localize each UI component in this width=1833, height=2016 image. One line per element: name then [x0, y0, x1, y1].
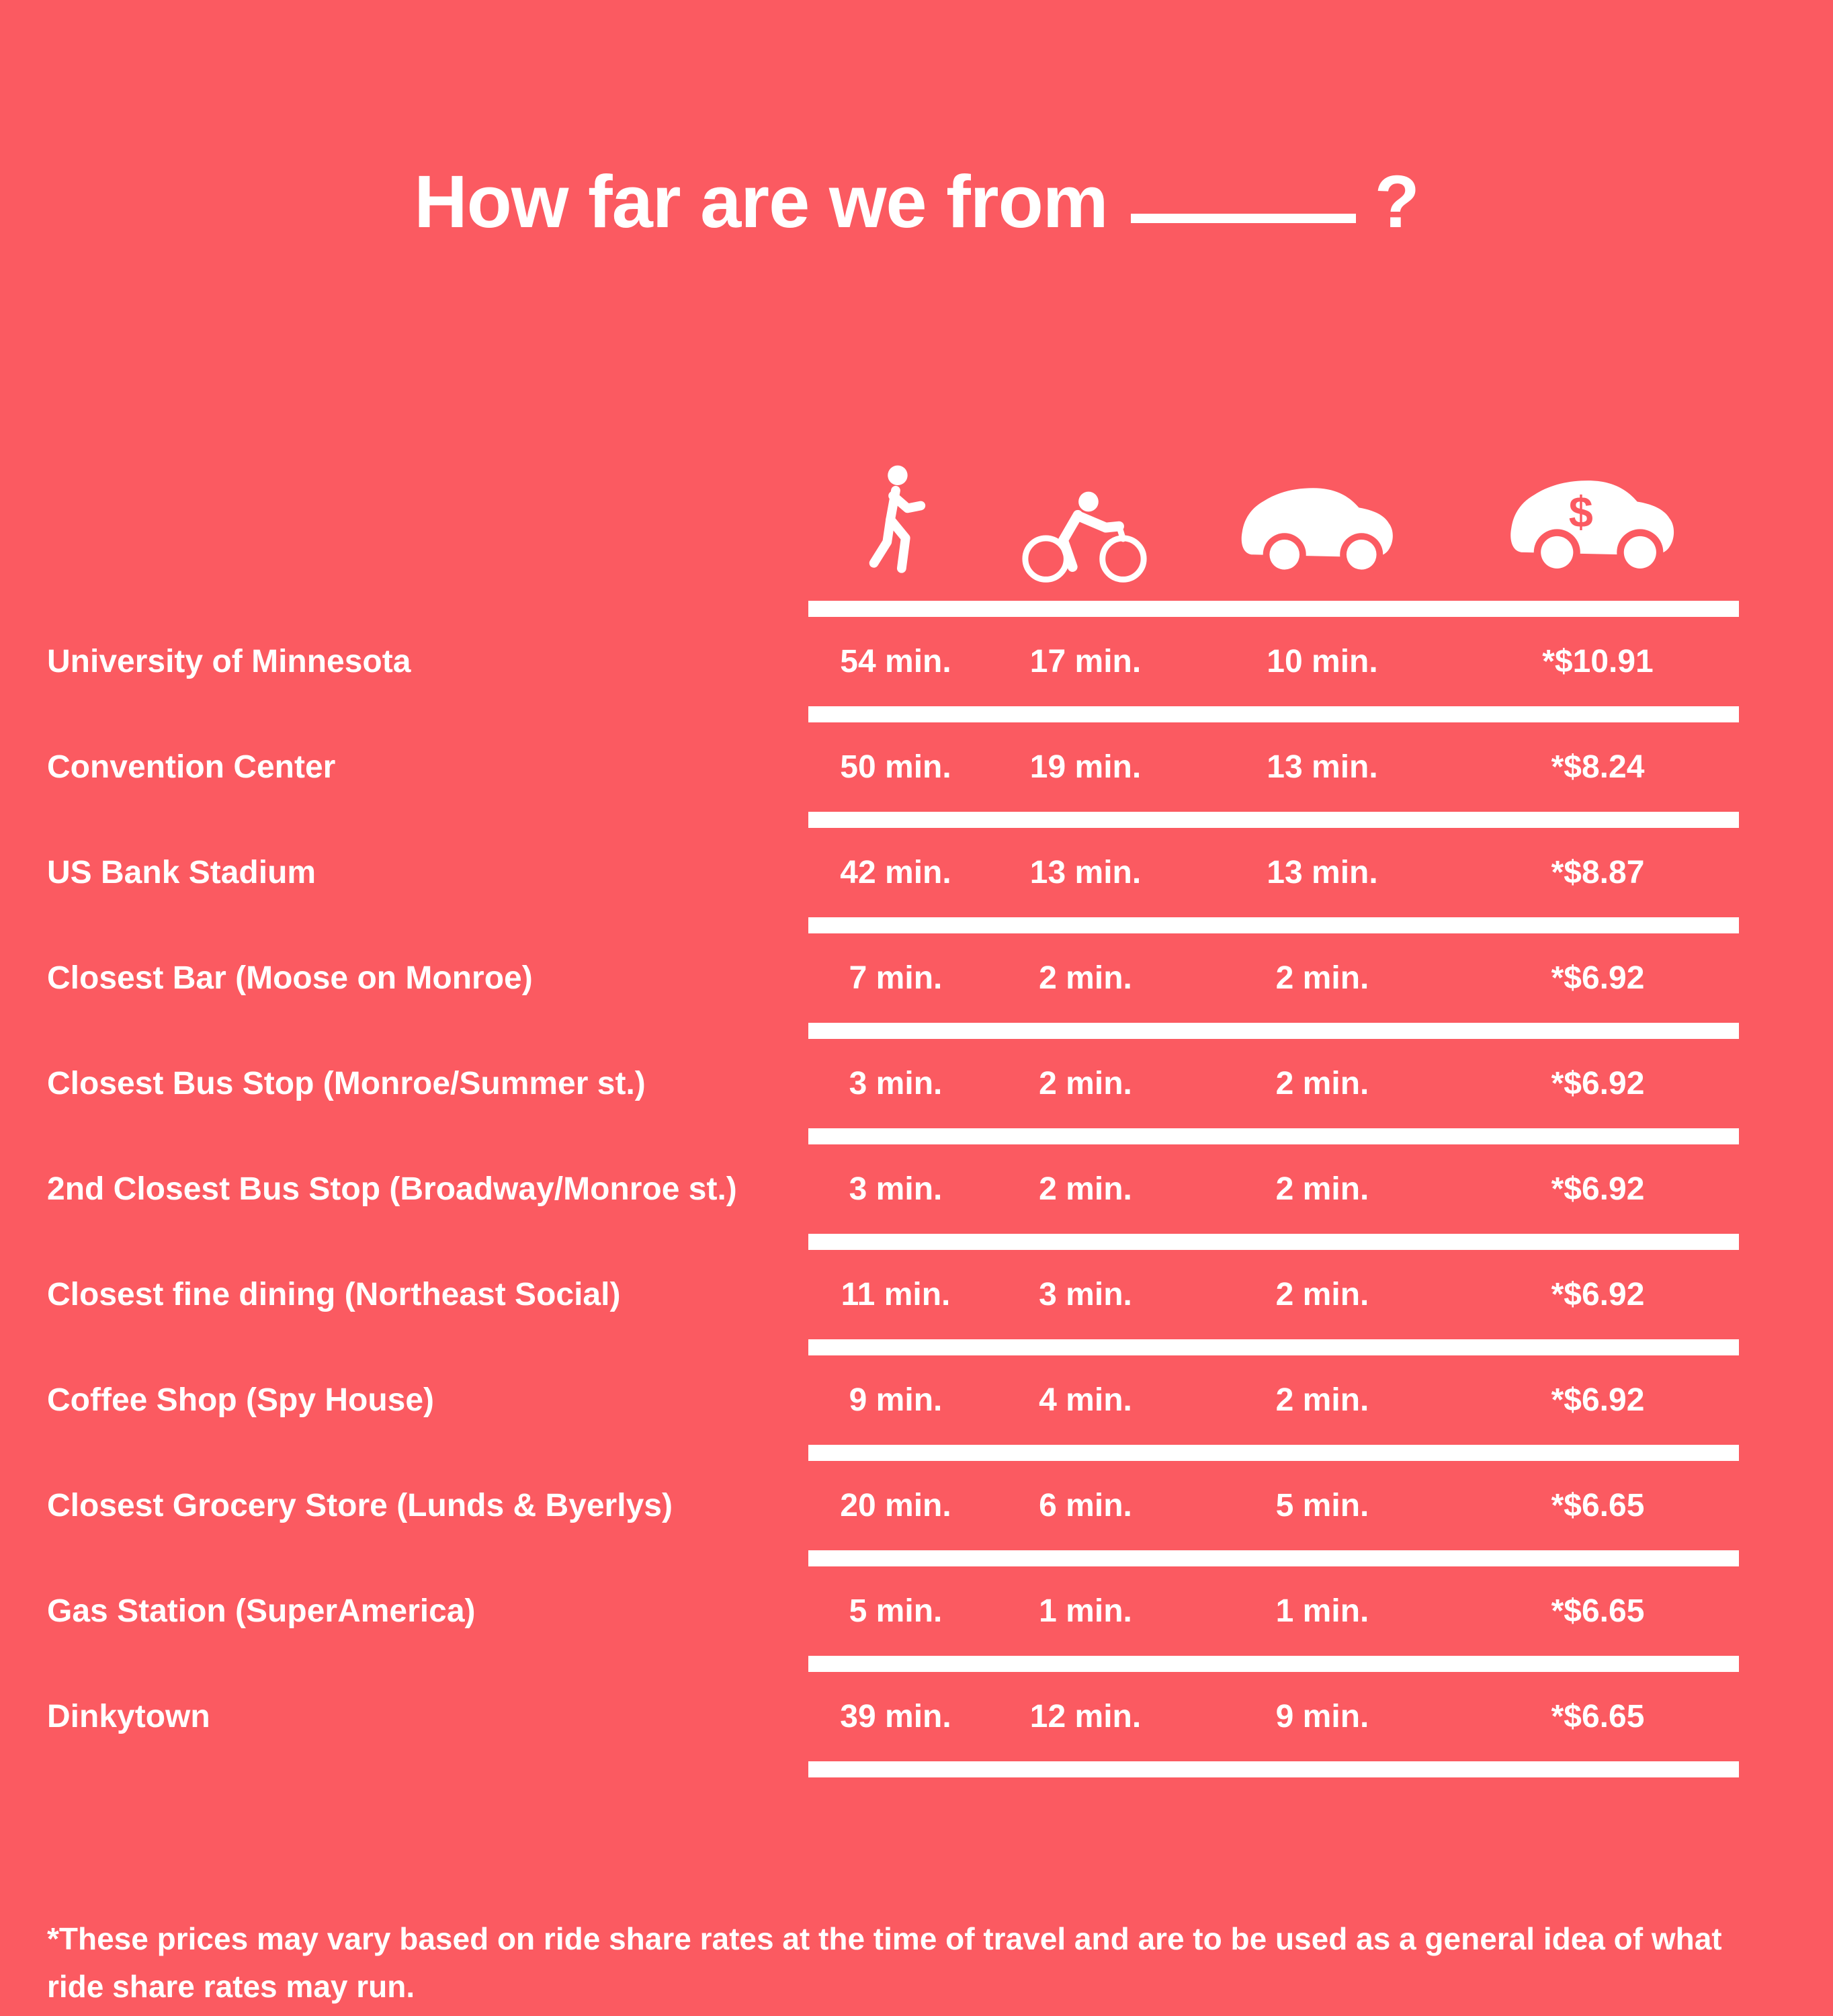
- row-divider: [808, 1656, 1739, 1672]
- walk-time-cell: 50 min.: [840, 749, 951, 785]
- drive-time-cell: 2 min.: [1275, 1382, 1369, 1418]
- destination-label: US Bank Stadium: [47, 855, 316, 890]
- bike-time-cell: 1 min.: [1039, 1593, 1132, 1629]
- destination-label: University of Minnesota: [47, 644, 411, 679]
- footnote: *These prices may vary based on ride share rates at the time of travel and are to be used as a general idea of what ride share rates may run.: [47, 1921, 1722, 2005]
- rideshare-price-cell: *$8.24: [1551, 749, 1645, 785]
- drive-time-cell: 2 min.: [1275, 1066, 1369, 1101]
- column-header-drive: [1188, 472, 1457, 601]
- drive-time-cell: 5 min.: [1275, 1488, 1369, 1523]
- bike-time-cell: 19 min.: [1029, 749, 1142, 785]
- rideshare-price-cell: *$6.92: [1551, 960, 1645, 996]
- rideshare-price-cell: *$8.87: [1551, 855, 1645, 890]
- dollar-glyph: $: [1568, 487, 1593, 537]
- drive-time-cell: 2 min.: [1275, 960, 1369, 996]
- walk-time-cell: 42 min.: [840, 855, 951, 890]
- bike-time-cell: 13 min.: [1029, 855, 1142, 890]
- row-divider: [808, 1761, 1739, 1777]
- car-icon: [1236, 472, 1409, 583]
- rideshare-price-cell: *$6.92: [1551, 1277, 1645, 1312]
- bike-time-cell: 6 min.: [1039, 1488, 1132, 1523]
- column-header-destination-spacer: [47, 472, 808, 601]
- walking-person-icon: [859, 464, 932, 583]
- bike-time-cell: 2 min.: [1039, 1171, 1132, 1207]
- cyclist-icon: [1019, 489, 1152, 583]
- drive-time-cell: 2 min.: [1275, 1171, 1369, 1207]
- row-divider: [808, 1023, 1739, 1039]
- drive-time-cell: 10 min.: [1267, 644, 1378, 679]
- row-divider: [808, 1128, 1739, 1144]
- drive-time-cell: 9 min.: [1275, 1699, 1369, 1734]
- bike-time-cell: 4 min.: [1039, 1382, 1132, 1418]
- destination-label: 2nd Closest Bus Stop (Broadway/Monroe st.): [47, 1171, 737, 1207]
- destination-label: Convention Center: [47, 749, 336, 785]
- walk-time-cell: 54 min.: [840, 644, 951, 679]
- column-header-rideshare: [1457, 472, 1739, 601]
- destination-label: Gas Station (SuperAmerica): [47, 1593, 476, 1629]
- walk-time-cell: 39 min.: [840, 1699, 951, 1734]
- row-divider: [808, 706, 1739, 722]
- distance-table: [47, 472, 1739, 1777]
- table-divider: [808, 601, 1739, 617]
- row-divider: [808, 812, 1739, 828]
- bike-time-cell: 2 min.: [1039, 960, 1132, 996]
- page-title: [0, 0, 1833, 247]
- rideshare-price-cell: *$6.65: [1551, 1488, 1645, 1523]
- destination-label: Closest Bar (Moose on Monroe): [47, 960, 533, 996]
- rideshare-price-cell: *$6.92: [1551, 1382, 1645, 1418]
- destination-label: Closest Grocery Store (Lunds & Byerlys): [47, 1488, 673, 1523]
- rideshare-price-cell: *$6.65: [1551, 1699, 1645, 1734]
- walk-time-cell: 9 min.: [849, 1382, 943, 1418]
- car-dollar-icon: [1504, 464, 1691, 583]
- walk-time-cell: 20 min.: [840, 1488, 951, 1523]
- bike-time-cell: 2 min.: [1039, 1066, 1132, 1101]
- drive-time-cell: 13 min.: [1267, 749, 1378, 785]
- destination-label: Coffee Shop (Spy House): [47, 1382, 435, 1418]
- walk-time-cell: 5 min.: [849, 1593, 943, 1629]
- title-blank: [1131, 214, 1356, 223]
- destination-label: Closest fine dining (Northeast Social): [47, 1277, 621, 1312]
- bike-time-cell: 12 min.: [1029, 1699, 1142, 1734]
- row-divider: [808, 1339, 1739, 1355]
- bike-time-cell: 17 min.: [1029, 644, 1142, 679]
- walk-time-cell: 3 min.: [849, 1066, 943, 1101]
- walk-time-cell: 7 min.: [849, 960, 943, 996]
- rideshare-price-cell: *$10.91: [1542, 644, 1654, 679]
- column-header-walk: [808, 472, 983, 601]
- row-divider: [808, 1445, 1739, 1461]
- title-text: How far are we from: [414, 161, 1108, 243]
- row-divider: [808, 1550, 1739, 1566]
- rideshare-price-cell: *$6.65: [1551, 1593, 1645, 1629]
- title-question-mark: ?: [1374, 161, 1419, 243]
- walk-time-cell: 11 min.: [841, 1277, 951, 1312]
- drive-time-cell: 1 min.: [1275, 1593, 1369, 1629]
- row-divider: [808, 1234, 1739, 1250]
- drive-time-cell: 2 min.: [1275, 1277, 1369, 1312]
- rideshare-price-cell: *$6.92: [1551, 1171, 1645, 1207]
- bike-time-cell: 3 min.: [1039, 1277, 1132, 1312]
- row-divider: [808, 917, 1739, 933]
- drive-time-cell: 13 min.: [1267, 855, 1378, 890]
- destination-label: Closest Bus Stop (Monroe/Summer st.): [47, 1066, 646, 1101]
- destination-label: Dinkytown: [47, 1699, 210, 1734]
- rideshare-price-cell: *$6.92: [1551, 1066, 1645, 1101]
- column-header-bike: [983, 472, 1188, 601]
- walk-time-cell: 3 min.: [849, 1171, 943, 1207]
